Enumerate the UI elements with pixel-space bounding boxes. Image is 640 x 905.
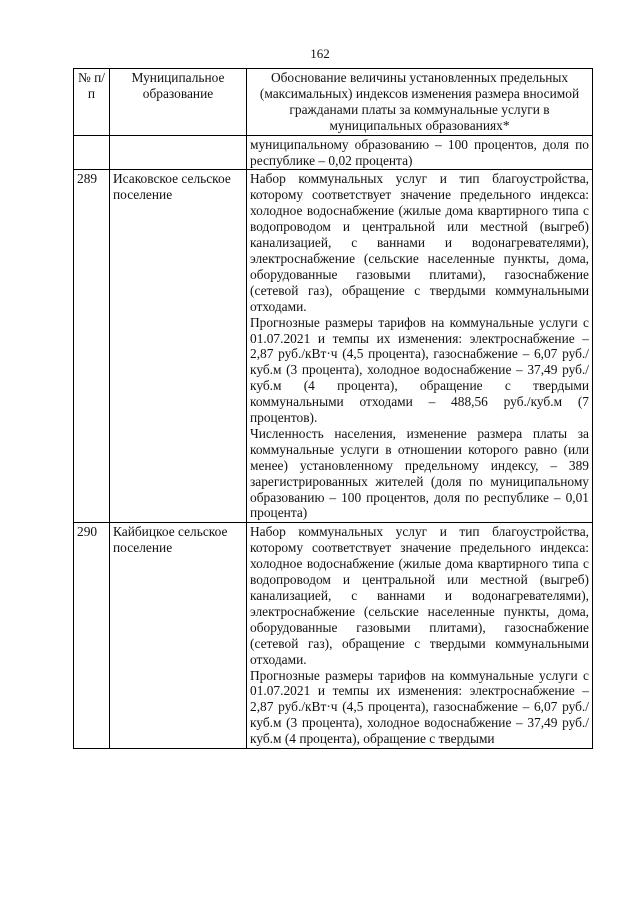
table-row [74,523,593,749]
row-municipality [110,135,247,170]
table-header-row [74,69,593,136]
page-number: 162 [310,46,330,61]
row-justification [247,170,593,523]
justification-paragraph: Прогнозные размеры тарифов на коммунальные услуги с 01.07.2021 и темпы их изменения: электроснабжение – 2,87 руб./кВт·ч (4,5 процента), газоснабжение – 6,07 руб./куб.м (3 процента), холодное водоснабжение – 37,49 руб./куб.м (4 процента), обращение с твердыми коммунальными отходами – 488,56 руб./куб.м (7 процентов). [250,314,589,426]
table-row [74,170,593,523]
justification-paragraph: Набор коммунальных услуг и тип благоустройства, которому соответствует значение предельного индекса: холодное водоснабжение (жилые дома квартирного типа с водопроводом и центральной или местной (выгреб) канализацией, с ваннами и водонагревателями), электроснабжение (сельские населенные пункты, дома, оборудованные газовыми плитами), газоснабжение (сетевой газ), обращение с твердыми коммунальными отходами. [250,171,589,314]
justification-paragraph: Прогнозные размеры тарифов на коммунальные услуги с 01.07.2021 и темпы их изменения: электроснабжение – 2,87 руб./кВт·ч (4,5 процента), газоснабжение – 6,07 руб./куб.м (3 процента), холодное водоснабжение – 37,49 руб./куб.м (4 процента), обращение с твердыми [250,667,589,747]
row-number: 290 [74,523,110,749]
justification-paragraph: Набор коммунальных услуг и тип благоустройства, которому соответствует значение предельного индекса: холодное водоснабжение (жилые дома квартирного типа с водопроводом и центральной или местной (выгреб) канализацией, с ваннами и водонагревателями), электроснабжение (сельские населенные пункты, дома, оборудованные газовыми плитами), газоснабжение (сетевой газ), обращение с твердыми коммунальными отходами. [250,524,589,667]
header-justification: Обоснование величины установленных предельных (максимальных) индексов изменения размера вносимой гражданами платы за коммунальные услуги в муниципальных образованиях* [247,69,593,136]
row-number: 289 [74,170,110,523]
justification-paragraph: муниципальному образованию – 100 процентов, доля по республике – 0,02 процента) [250,136,589,168]
header-municipality: Муниципальное образование [110,69,247,136]
row-municipality: Кайбицкое сельское поселение [110,523,247,749]
justification-paragraph: Численность населения, изменение размера платы за коммунальные услуги в отношении которого равно (или менее) установленному предельному индексу, – 389 зарегистрированных жителей (доля по муниципальному образованию – 100 процентов, доля по республике – 0,01 процента) [250,425,589,521]
row-justification [247,135,593,170]
row-number [74,135,110,170]
row-justification [247,523,593,749]
tariff-table [73,68,593,749]
header-number: № п/п [74,69,110,136]
table-row-continuation [74,135,593,170]
row-municipality: Исаковское сельское поселение [110,170,247,523]
